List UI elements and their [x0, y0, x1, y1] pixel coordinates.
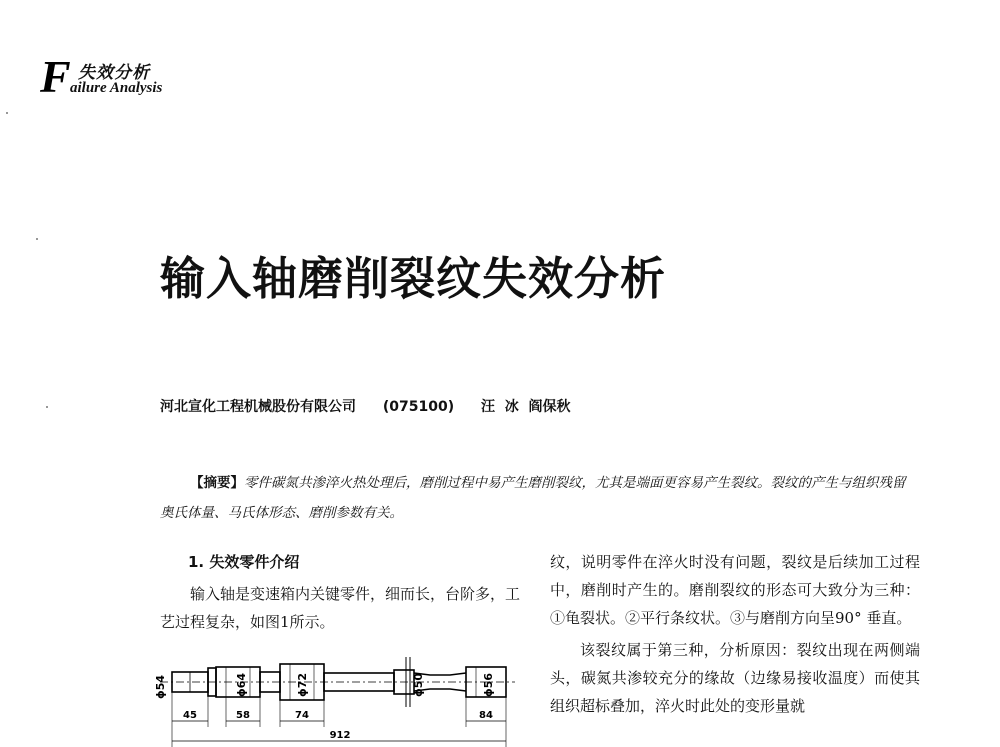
scan-speck	[46, 406, 48, 408]
abstract-text: 零件碳氮共渗淬火热处理后，磨削过程中易产生磨削裂纹，尤其是端面更容易产生裂纹。裂纹的产生与组织残留奥氏体量、马氏体形态、磨削参数有关。	[160, 475, 906, 521]
dim-label: ϕ50	[412, 672, 425, 698]
header-section-cn: 失效分析	[78, 63, 150, 83]
author-names: 汪 冰 阎保秋	[481, 399, 571, 415]
header-section-en: ailure Analysis	[70, 80, 163, 96]
journal-section-header	[40, 51, 240, 104]
scan-speck	[6, 112, 8, 114]
article-title: 输入轴磨削裂纹失效分析	[160, 252, 667, 305]
affiliation: 河北宣化工程机械股份有限公司	[160, 399, 356, 415]
abstract-tag: 【摘要】	[190, 475, 244, 491]
body-paragraph: 输入轴是变速箱内关键零件，细而长，台阶多，工艺过程复杂，如图1所示。	[160, 585, 521, 631]
dim-label: ϕ56	[482, 672, 495, 698]
header-big-letter: F	[40, 51, 71, 102]
shaft-drawing-figure	[150, 655, 520, 747]
dim-label: 74	[295, 710, 309, 721]
dim-label: 912	[329, 730, 351, 741]
postcode: (075100)	[382, 399, 455, 415]
dim-label: 84	[479, 710, 493, 721]
scan-speck	[36, 238, 38, 240]
section-heading: 1. 失效零件介绍	[188, 553, 300, 571]
shaft-drawing	[150, 655, 520, 747]
body-paragraph: 纹，说明零件在淬火时没有问题，裂纹是后续加工过程中，磨削时产生的。磨削裂纹的形态可大致分为三种：①龟裂状。②平行条纹状。③与磨削方向呈90° 垂直。	[550, 553, 920, 627]
dim-label: 45	[183, 710, 197, 721]
dim-label: 58	[236, 710, 250, 721]
body-paragraph: 该裂纹属于第三种，分析原因：裂纹出现在两侧端头，碳氮共渗较充分的缘故（边缘易接收温度）而使其组织超标叠加，淬火时此处的变形量就	[550, 641, 920, 715]
dim-label: ϕ72	[296, 672, 309, 698]
author-line	[160, 396, 593, 416]
abstract	[160, 468, 910, 528]
dim-label: ϕ54	[154, 674, 167, 700]
right-column	[550, 548, 920, 720]
left-column	[160, 548, 520, 636]
dim-label: ϕ64	[235, 672, 248, 698]
